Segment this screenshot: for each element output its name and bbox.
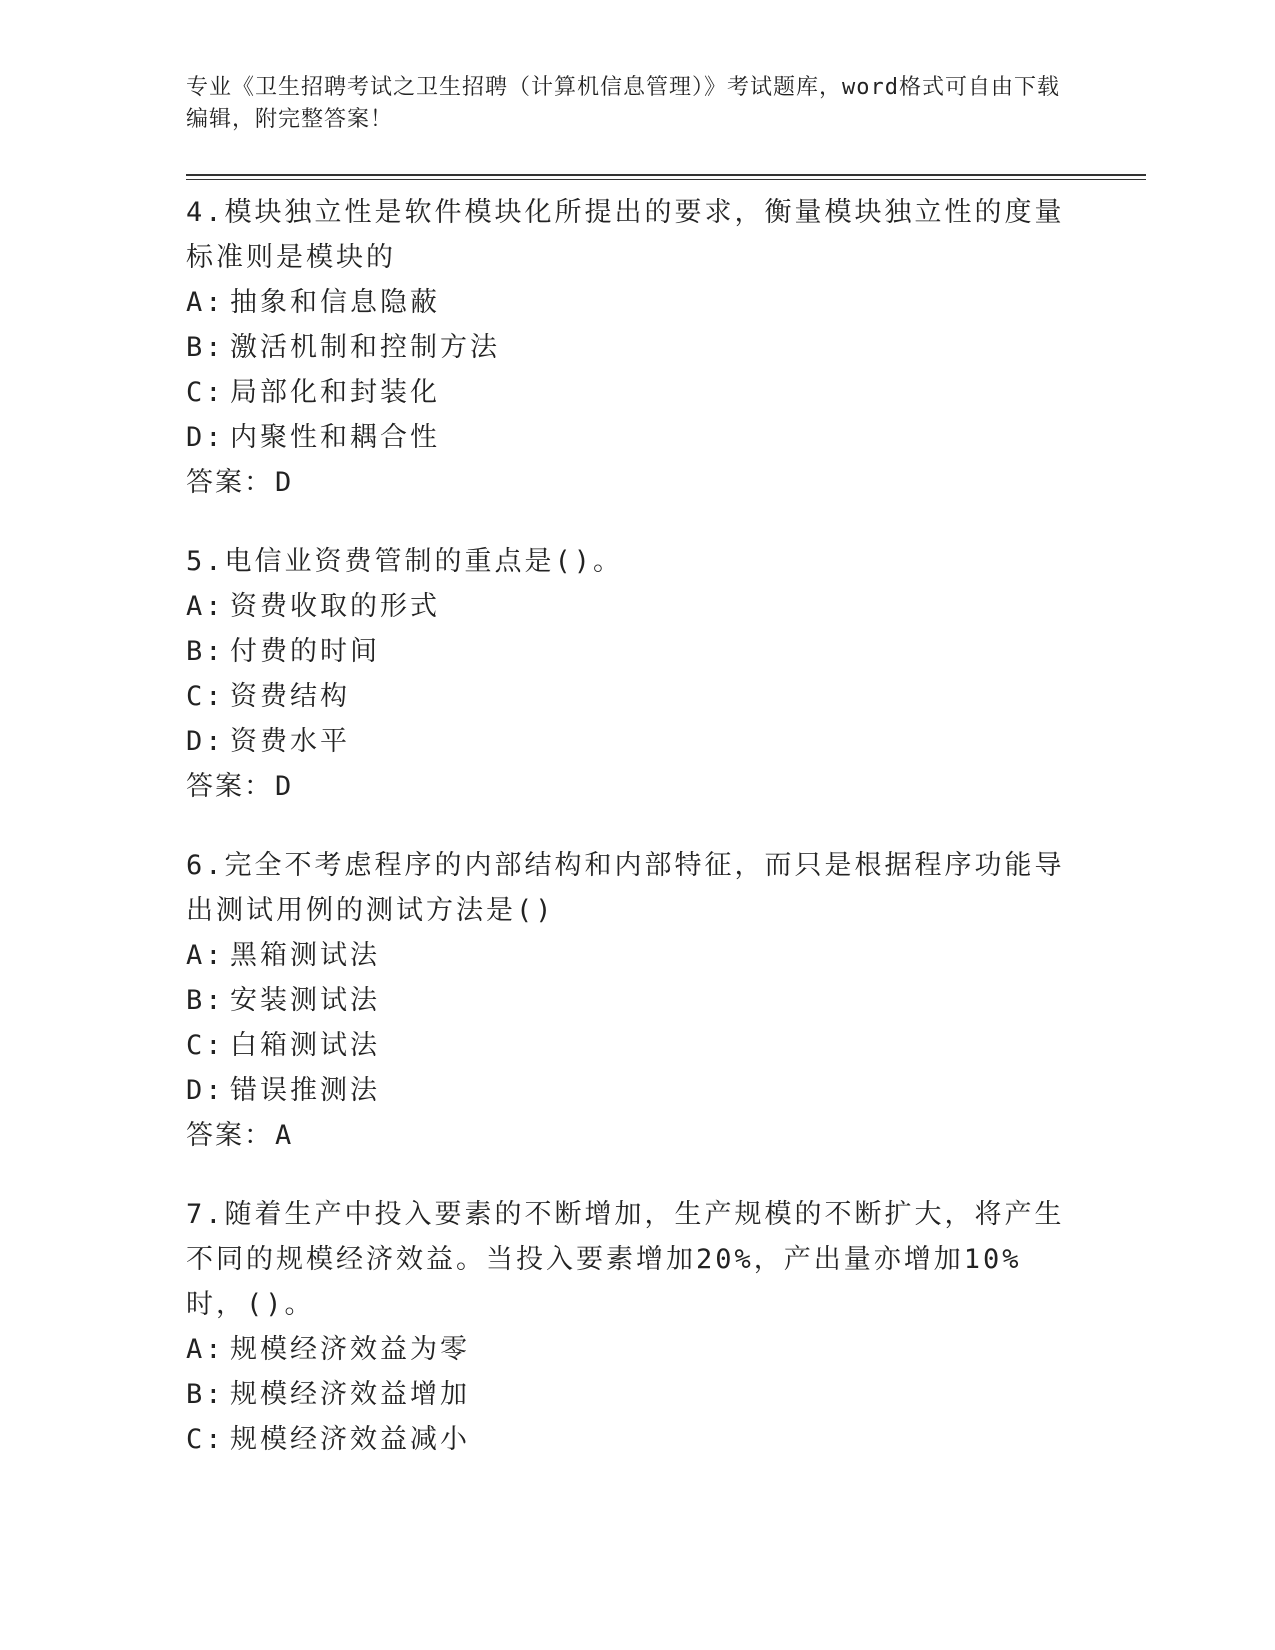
option-row (186, 1023, 1146, 1068)
option-letter: C: (186, 681, 225, 712)
option-text: 资费结构 (230, 681, 350, 712)
question-stem: 7.随着生产中投入要素的不断增加，生产规模的不断扩大，将产生不同的规模经济效益。当投入要素增加20%，产出量亦增加10%时，()。 (186, 1199, 1065, 1320)
option-text: 资费收取的形式 (230, 591, 440, 622)
option-row (186, 978, 1146, 1023)
option-row (186, 1372, 1146, 1417)
question-item (186, 843, 1146, 1158)
option-row (186, 674, 1146, 719)
option-row (186, 325, 1146, 370)
option-letter: C: (186, 1030, 225, 1061)
option-row (186, 1327, 1146, 1372)
option-letter: A: (186, 591, 225, 622)
answer-value: D (275, 467, 292, 498)
header-divider (186, 174, 1146, 180)
option-letter: B: (186, 1379, 225, 1410)
option-text: 抽象和信息隐蔽 (230, 287, 440, 318)
option-row (186, 1417, 1146, 1462)
option-row (186, 280, 1146, 325)
option-row (186, 933, 1146, 978)
answer-row (186, 764, 1146, 809)
option-letter: C: (186, 1424, 225, 1455)
option-letter: B: (186, 332, 225, 363)
option-text: 安装测试法 (230, 985, 380, 1016)
answer-row (186, 1113, 1146, 1158)
option-letter: A: (186, 1334, 225, 1365)
option-row (186, 1068, 1146, 1113)
answer-label: 答案： (186, 1120, 273, 1151)
question-item (186, 190, 1146, 505)
answer-label: 答案： (186, 771, 273, 802)
document-page (186, 72, 1146, 1496)
answer-row (186, 460, 1146, 505)
option-text: 错误推测法 (230, 1075, 380, 1106)
option-text: 黑箱测试法 (230, 940, 380, 971)
option-row (186, 629, 1146, 674)
option-text: 规模经济效益减小 (230, 1424, 470, 1455)
document-header: 专业《卫生招聘考试之卫生招聘（计算机信息管理）》考试题库，word格式可自由下载编辑，附完整答案！ (186, 75, 1060, 132)
question-stem: 5.电信业资费管制的重点是()。 (186, 546, 624, 577)
answer-value: A (275, 1120, 292, 1151)
option-text: 白箱测试法 (230, 1030, 380, 1061)
option-letter: B: (186, 636, 225, 667)
question-item (186, 539, 1146, 809)
option-letter: A: (186, 940, 225, 971)
option-letter: C: (186, 377, 225, 408)
option-text: 规模经济效益增加 (230, 1379, 470, 1410)
option-row (186, 584, 1146, 629)
option-letter: D: (186, 1075, 225, 1106)
option-text: 规模经济效益为零 (230, 1334, 470, 1365)
question-list (186, 190, 1146, 1462)
option-row (186, 719, 1146, 764)
option-text: 付费的时间 (230, 636, 380, 667)
question-stem: 6.完全不考虑程序的内部结构和内部特征，而只是根据程序功能导出测试用例的测试方法是() (186, 850, 1065, 926)
option-text: 内聚性和耦合性 (230, 422, 440, 453)
answer-value: D (275, 771, 292, 802)
option-text: 局部化和封装化 (230, 377, 440, 408)
question-item (186, 1192, 1146, 1462)
option-letter: A: (186, 287, 225, 318)
option-text: 资费水平 (230, 726, 350, 757)
option-text: 激活机制和控制方法 (230, 332, 500, 363)
option-letter: D: (186, 726, 225, 757)
answer-label: 答案： (186, 467, 273, 498)
option-letter: B: (186, 985, 225, 1016)
option-row (186, 415, 1146, 460)
question-stem: 4.模块独立性是软件模块化所提出的要求，衡量模块独立性的度量标准则是模块的 (186, 197, 1065, 273)
option-row (186, 370, 1146, 415)
option-letter: D: (186, 422, 225, 453)
